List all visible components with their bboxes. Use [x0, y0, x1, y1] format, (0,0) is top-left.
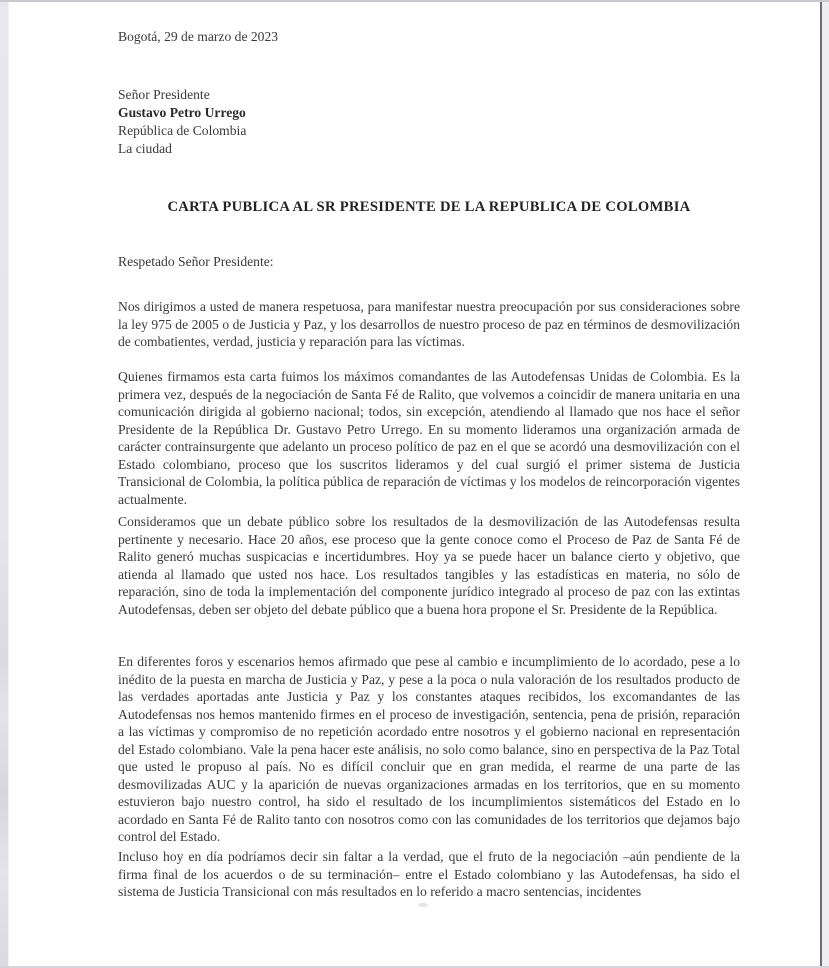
letter-paragraph-2: Quienes firmamos esta carta fuimos los máximos comandantes de las Autodefensas Unidas de Colombia. Es la primera vez, después de la negociación de Santa Fé de Ralito, que volvemos a coincidir de manera unitaria en una comunicación dirigida al gobierno nacional; todos, sin excepción, atendiendo al llamado que nos hace el señor Presidente de la República Dr. Gustavo Petro Urrego. En su momento lideramos una organización armada de carácter contrainsurgente que adelanto un proceso político de paz en el que se acordó una desmovilización con el Estado colombiano, proceso que los suscritos lideramos y del cual surgió el primer sistema de Justicia Transicional de Colombia, la política pública de reparación de víctimas y los modelos de reincorporación vigentes actualmente.	[118, 369, 740, 507]
recipient-city: La ciudad	[118, 141, 172, 156]
letter-paragraph-1: Nos dirigimos a usted de manera respetuosa, para manifestar nuestra preocupación por sus consideraciones sobre la ley 975 de 2005 o de Justicia y Paz, y los desarrollos de nuestro proceso de paz en términos de desmovilización de combatientes, verdad, justicia y reparación para las víctimas.	[118, 299, 740, 349]
scan-edge-left	[0, 0, 9, 968]
letter-paragraph-5: Incluso hoy en día podríamos decir sin faltar a la verdad, que el fruto de la negociación –aún pendiente de la firma final de los acuerdos o de su terminación– entre el Estado colombiano y las Autodefensas, ha sido el sistema de Justicia Transicional con más resultados en lo referido a macro sentencias, incidentes	[118, 849, 740, 899]
scan-edge-right	[820, 0, 829, 968]
scan-smudge-artifact	[418, 903, 428, 907]
recipient-institution: República de Colombia	[118, 123, 247, 138]
letter-paragraph-3: Consideramos que un debate público sobre los resultados de la desmovilización de las Autodefensas resulta pertinente y necesario. Hace 20 años, ese proceso que la gente conoce como el Proceso de Paz de Santa Fé de Ralito generó muchas suspicacias e incertidumbres. Hoy ya se puede hacer un balance cierto y objetivo, que atienda al llamado que usted nos hace. Los resultados tangibles y las estadísticas en materia, no sólo de reparación, sino de toda la implementación del componente jurídico integrado al proceso de paz con las extintas Autodefensas, deben ser objeto del debate público que a buena hora propone el Sr. Presidente de la República.	[118, 514, 740, 617]
recipient-salutation: Señor Presidente	[118, 87, 210, 102]
letter-title: CARTA PUBLICA AL SR PRESIDENTE DE LA REPUBLICA DE COLOMBIA	[167, 199, 691, 215]
recipient-name: Gustavo Petro Urrego	[118, 105, 246, 120]
recipient-block	[118, 86, 740, 158]
greeting-line: Respetado Señor Presidente:	[118, 254, 274, 269]
scan-edge-top	[0, 0, 829, 2]
date-line: Bogotá, 29 de marzo de 2023	[118, 29, 279, 44]
letter-paragraph-4: En diferentes foros y escenarios hemos afirmado que pese al cambio e incumplimiento de lo acordado, pese a lo inédito de la puesta en marcha de Justicia y Paz, y pese a la poca o nula valoración de los resultados producto de las verdades aportadas ante Justicia y Paz y los constantes ataques recibidos, los excomandantes de las Autodefensas nos hemos mantenido firmes en el proceso de investigación, sentencia, pena de prisión, reparación a las víctimas y compromiso de no repetición acordado entre nosotros y el gobierno nacional en representación del Estado colombiano. Vale la pena hacer este análisis, no solo como balance, sino en perspectiva de la Paz Total que usted le propuso al país. No es difícil concluir que en gran medida, el rearme de una parte de las desmovilizadas AUC y la aparición de nuevas organizaciones armadas en los territorios, que en su momento estuvieron bajo nuestro control, ha sido el resultado de los incumplimientos sistemáticos del Estado en lo acordado en Santa Fé de Ralito tanto con nosotros como con las comunidades de los territorios que dejamos bajo control del Estado.	[118, 654, 740, 844]
